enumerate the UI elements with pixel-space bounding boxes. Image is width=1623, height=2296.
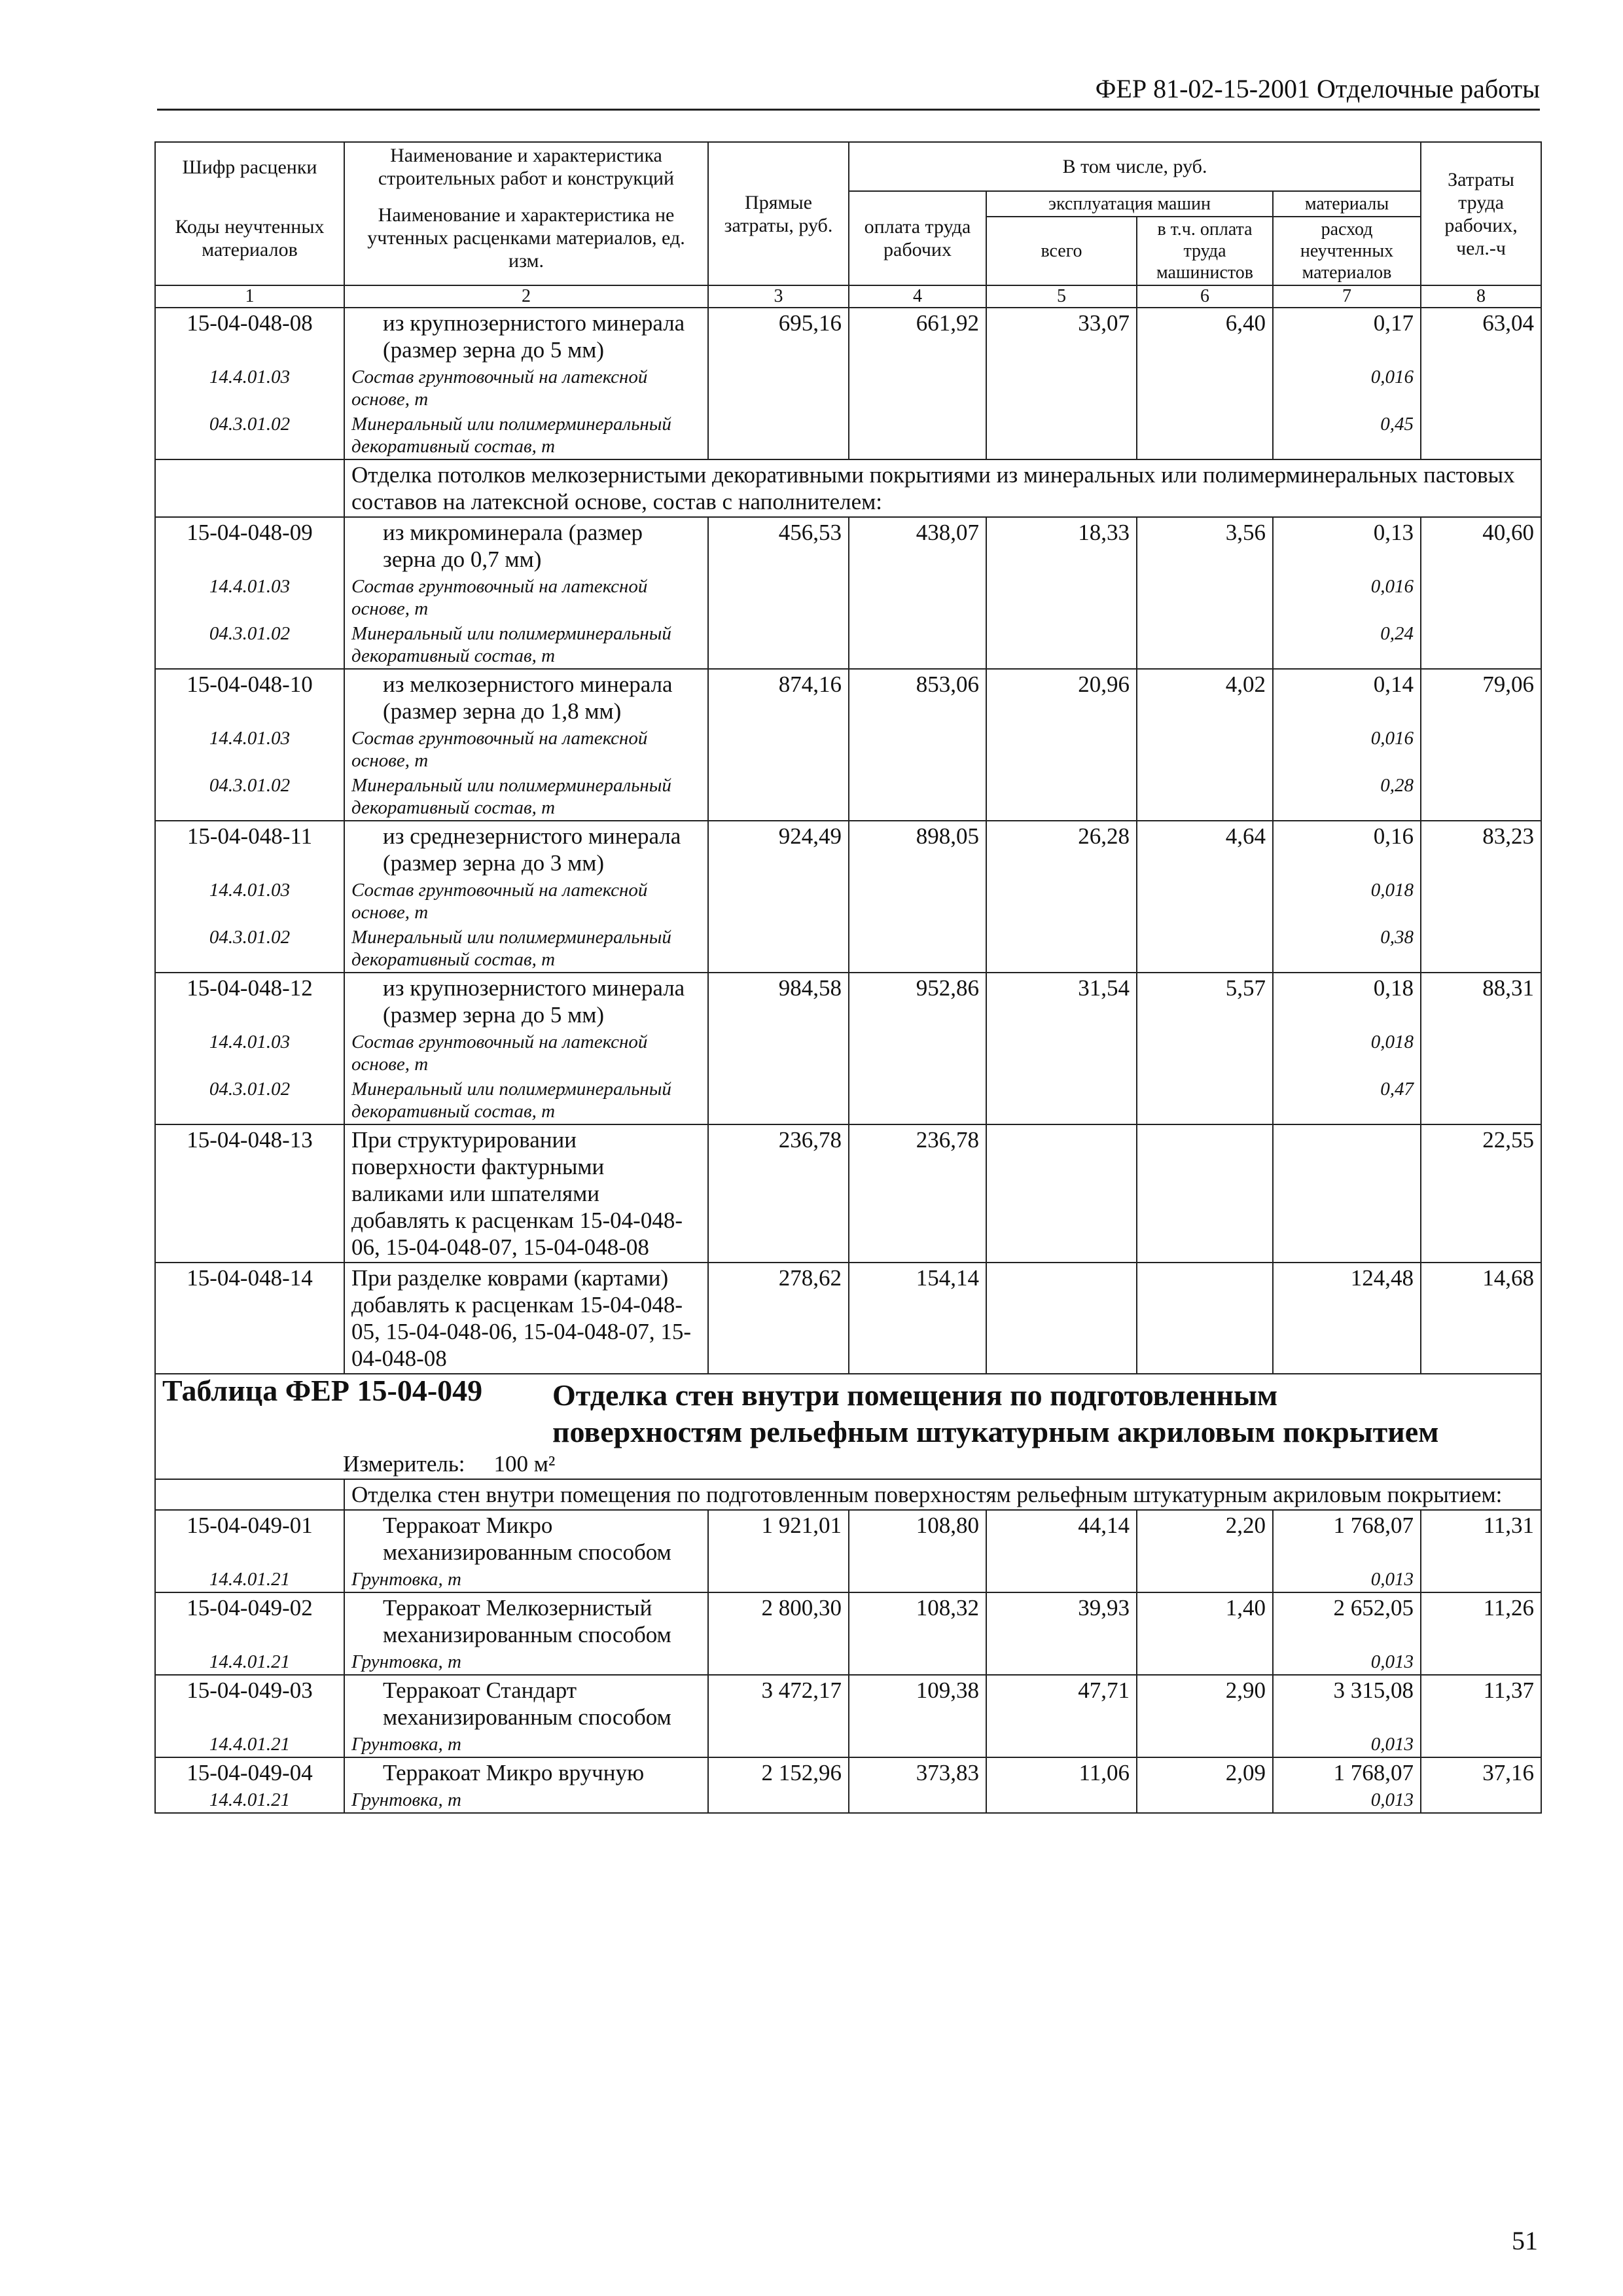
material-qty: 0,45 xyxy=(1273,412,1421,459)
material-row xyxy=(155,1567,1541,1592)
machinist-pay: 4,64 xyxy=(1137,821,1273,878)
material-qty: 0,013 xyxy=(1273,1649,1421,1675)
empty-cell xyxy=(849,878,986,925)
material-qty: 0,24 xyxy=(1273,621,1421,669)
machines-total: 44,14 xyxy=(986,1510,1137,1567)
empty-cell xyxy=(708,365,849,412)
materials-cost: 2 652,05 xyxy=(1273,1592,1421,1649)
labor-hours: 14,68 xyxy=(1421,1263,1541,1374)
work-name: Терракоат Стандарт механизированным способом xyxy=(344,1675,708,1732)
rate-row xyxy=(155,1263,1541,1374)
empty-cell xyxy=(708,621,849,669)
header-row-1 xyxy=(155,142,1541,191)
empty-cell xyxy=(849,1649,986,1675)
material-name: Грунтовка, т xyxy=(344,1649,708,1675)
table-title-row xyxy=(155,1374,1541,1479)
work-name: из крупнозернистого минерала (размер зерна до 5 мм) xyxy=(344,308,708,365)
rate-code: 15-04-049-01 xyxy=(155,1510,344,1567)
material-row xyxy=(155,1732,1541,1757)
direct-cost: 1 921,01 xyxy=(708,1510,849,1567)
empty-cell xyxy=(708,1567,849,1592)
rate-code: 15-04-048-13 xyxy=(155,1124,344,1263)
material-row xyxy=(155,1787,1541,1813)
empty-cell xyxy=(986,621,1137,669)
empty-cell xyxy=(1137,574,1273,621)
labor-pay: 109,38 xyxy=(849,1675,986,1732)
material-name: Минеральный или полимерминеральный декоративный состав, т xyxy=(344,1077,708,1124)
material-row xyxy=(155,773,1541,821)
empty-cell xyxy=(849,726,986,773)
material-name: Минеральный или полимерминеральный декоративный состав, т xyxy=(344,925,708,973)
empty-cell xyxy=(1421,726,1541,773)
rate-row xyxy=(155,669,1541,726)
labor-hours: 83,23 xyxy=(1421,821,1541,878)
labor-hours: 11,37 xyxy=(1421,1675,1541,1732)
column-number: 2 xyxy=(344,285,708,308)
rate-code: 15-04-048-12 xyxy=(155,973,344,1030)
labor-hours: 37,16 xyxy=(1421,1757,1541,1787)
material-row xyxy=(155,574,1541,621)
material-code: 14.4.01.03 xyxy=(155,726,344,773)
table-heading-line-2: поверхностям рельефным штукатурным акриловым покрытием xyxy=(552,1415,1439,1448)
header-incl: В том числе, руб. xyxy=(849,142,1421,191)
empty-cell xyxy=(1137,1077,1273,1124)
table-heading-line-1: Отделка стен внутри помещения по подготовленным xyxy=(552,1378,1278,1412)
labor-hours: 88,31 xyxy=(1421,973,1541,1030)
empty-cell xyxy=(708,1030,849,1077)
material-code: 14.4.01.21 xyxy=(155,1567,344,1592)
empty-cell xyxy=(849,1077,986,1124)
material-name: Состав грунтовочный на латексной основе, т xyxy=(344,878,708,925)
empty-cell xyxy=(849,773,986,821)
empty-cell xyxy=(708,773,849,821)
material-row xyxy=(155,925,1541,973)
column-numbers-row xyxy=(155,285,1541,308)
header-mat-names: Наименование и характеристика не учтенных расценками материалов, ед. изм. xyxy=(344,191,708,285)
empty-cell xyxy=(849,621,986,669)
material-name: Минеральный или полимерминеральный декоративный состав, т xyxy=(344,412,708,459)
rate-row xyxy=(155,517,1541,574)
empty-cell xyxy=(155,1479,344,1510)
empty-cell xyxy=(1137,773,1273,821)
empty-cell xyxy=(986,1732,1137,1757)
unit-line xyxy=(162,1450,1534,1477)
work-name: При разделке коврами (картами) добавлять к расценкам 15-04-048-05, 15-04-048-06, 15-04-048-07, 15-04-048-08 xyxy=(344,1263,708,1374)
machinist-pay: 2,09 xyxy=(1137,1757,1273,1787)
material-code: 14.4.01.21 xyxy=(155,1787,344,1813)
labor-pay: 108,80 xyxy=(849,1510,986,1567)
empty-cell xyxy=(1137,621,1273,669)
materials-cost: 1 768,07 xyxy=(1273,1757,1421,1787)
unit-value: 100 м² xyxy=(493,1451,556,1477)
labor-pay: 373,83 xyxy=(849,1757,986,1787)
section-note xyxy=(155,459,1541,517)
material-code: 04.3.01.02 xyxy=(155,773,344,821)
labor-hours: 63,04 xyxy=(1421,308,1541,365)
empty-cell xyxy=(1137,1787,1273,1813)
empty-cell xyxy=(986,773,1137,821)
labor-pay: 236,78 xyxy=(849,1124,986,1263)
material-name: Грунтовка, т xyxy=(344,1732,708,1757)
rates-table xyxy=(154,141,1542,1814)
materials-cost xyxy=(1273,1124,1421,1263)
header-name: Наименование и характеристика строительных работ и конструкций xyxy=(344,142,708,191)
rate-row xyxy=(155,1510,1541,1567)
material-qty: 0,013 xyxy=(1273,1787,1421,1813)
direct-cost: 456,53 xyxy=(708,517,849,574)
empty-cell xyxy=(849,412,986,459)
rate-code: 15-04-048-09 xyxy=(155,517,344,574)
empty-cell xyxy=(986,1567,1137,1592)
empty-cell xyxy=(986,574,1137,621)
rate-row xyxy=(155,821,1541,878)
empty-cell xyxy=(1137,365,1273,412)
column-number: 8 xyxy=(1421,285,1541,308)
material-row xyxy=(155,878,1541,925)
machinist-pay: 1,40 xyxy=(1137,1592,1273,1649)
rate-code: 15-04-048-10 xyxy=(155,669,344,726)
machinist-pay: 3,56 xyxy=(1137,517,1273,574)
material-name: Состав грунтовочный на латексной основе, т xyxy=(344,1030,708,1077)
empty-cell xyxy=(1421,925,1541,973)
labor-pay: 853,06 xyxy=(849,669,986,726)
header-labor-pay: оплата труда рабочих xyxy=(849,191,986,285)
material-name: Минеральный или полимерминеральный декоративный состав, т xyxy=(344,773,708,821)
empty-cell xyxy=(849,925,986,973)
table-heading xyxy=(552,1377,1438,1450)
material-name: Минеральный или полимерминеральный декоративный состав, т xyxy=(344,621,708,669)
machines-total: 11,06 xyxy=(986,1757,1137,1787)
rate-code: 15-04-049-03 xyxy=(155,1675,344,1732)
material-code: 04.3.01.02 xyxy=(155,412,344,459)
material-row xyxy=(155,1030,1541,1077)
labor-pay: 154,14 xyxy=(849,1263,986,1374)
empty-cell xyxy=(1421,574,1541,621)
empty-cell xyxy=(986,878,1137,925)
machines-total: 26,28 xyxy=(986,821,1137,878)
empty-cell xyxy=(1137,1649,1273,1675)
rate-code: 15-04-048-08 xyxy=(155,308,344,365)
empty-cell xyxy=(986,726,1137,773)
material-code: 14.4.01.03 xyxy=(155,365,344,412)
rate-row xyxy=(155,1592,1541,1649)
materials-cost: 0,18 xyxy=(1273,973,1421,1030)
material-code: 04.3.01.02 xyxy=(155,1077,344,1124)
material-row xyxy=(155,1649,1541,1675)
empty-cell xyxy=(1421,412,1541,459)
header-machinist-pay: в т.ч. оплата труда машинистов xyxy=(1137,217,1273,285)
header-materials: материалы xyxy=(1273,191,1421,217)
empty-cell xyxy=(986,412,1137,459)
materials-cost: 1 768,07 xyxy=(1273,1510,1421,1567)
rate-row xyxy=(155,973,1541,1030)
section-note-text: Отделка потолков мелкозернистыми декоративными покрытиями из минеральных или полимерминеральных пастовых составов на латексной основе, состав с наполнителем: xyxy=(344,459,1541,517)
page-number: 51 xyxy=(1512,2226,1538,2255)
empty-cell xyxy=(849,365,986,412)
empty-cell xyxy=(1137,925,1273,973)
empty-cell xyxy=(1421,773,1541,821)
machines-total: 31,54 xyxy=(986,973,1137,1030)
table-label: Таблица ФЕР 15-04-049 xyxy=(162,1374,483,1407)
empty-cell xyxy=(708,574,849,621)
rate-row xyxy=(155,1757,1541,1787)
header-code: Шифр расценки xyxy=(155,142,344,191)
empty-cell xyxy=(986,1077,1137,1124)
empty-cell xyxy=(1421,621,1541,669)
machinist-pay: 6,40 xyxy=(1137,308,1273,365)
empty-cell xyxy=(1137,412,1273,459)
direct-cost: 2 800,30 xyxy=(708,1592,849,1649)
empty-cell xyxy=(986,365,1137,412)
material-row xyxy=(155,365,1541,412)
material-code: 14.4.01.21 xyxy=(155,1732,344,1757)
labor-hours: 22,55 xyxy=(1421,1124,1541,1263)
empty-cell xyxy=(1421,1030,1541,1077)
labor-pay: 108,32 xyxy=(849,1592,986,1649)
material-name: Состав грунтовочный на латексной основе, т xyxy=(344,365,708,412)
empty-cell xyxy=(708,925,849,973)
material-qty: 0,013 xyxy=(1273,1732,1421,1757)
labor-hours: 79,06 xyxy=(1421,669,1541,726)
empty-cell xyxy=(708,1787,849,1813)
machines-total: 20,96 xyxy=(986,669,1137,726)
direct-cost: 278,62 xyxy=(708,1263,849,1374)
work-name: Терракоат Мелкозернистый механизированным способом xyxy=(344,1592,708,1649)
column-number: 3 xyxy=(708,285,849,308)
materials-cost: 0,17 xyxy=(1273,308,1421,365)
header-mat-usage: расход неучтенных материалов xyxy=(1273,217,1421,285)
work-name: из мелкозернистого минерала (размер зерна до 1,8 мм) xyxy=(344,669,708,726)
empty-cell xyxy=(1421,878,1541,925)
material-code: 14.4.01.03 xyxy=(155,878,344,925)
empty-cell xyxy=(1421,1567,1541,1592)
empty-cell xyxy=(1421,1787,1541,1813)
material-qty: 0,016 xyxy=(1273,574,1421,621)
section-note xyxy=(155,1479,1541,1510)
empty-cell xyxy=(986,1787,1137,1813)
rate-row xyxy=(155,1675,1541,1732)
material-qty: 0,47 xyxy=(1273,1077,1421,1124)
empty-cell xyxy=(708,1732,849,1757)
labor-hours: 11,26 xyxy=(1421,1592,1541,1649)
labor-pay: 898,05 xyxy=(849,821,986,878)
empty-cell xyxy=(986,925,1137,973)
machines-total xyxy=(986,1263,1137,1374)
material-code: 14.4.01.03 xyxy=(155,1030,344,1077)
column-number: 5 xyxy=(986,285,1137,308)
machinist-pay xyxy=(1137,1124,1273,1263)
rate-row xyxy=(155,1124,1541,1263)
empty-cell xyxy=(1137,878,1273,925)
work-name: Терракоат Микро вручную xyxy=(344,1757,708,1787)
labor-pay: 661,92 xyxy=(849,308,986,365)
material-row xyxy=(155,726,1541,773)
unit-label: Измеритель: xyxy=(343,1451,465,1477)
material-name: Грунтовка, т xyxy=(344,1567,708,1592)
machines-total xyxy=(986,1124,1137,1263)
material-code: 04.3.01.02 xyxy=(155,621,344,669)
empty-cell xyxy=(1137,726,1273,773)
materials-cost: 0,16 xyxy=(1273,821,1421,878)
empty-cell xyxy=(1421,1649,1541,1675)
rate-code: 15-04-049-04 xyxy=(155,1757,344,1787)
header-mat-codes: Коды неучтенных материалов xyxy=(155,191,344,285)
material-name: Грунтовка, т xyxy=(344,1787,708,1813)
material-row xyxy=(155,1077,1541,1124)
material-name: Состав грунтовочный на латексной основе, т xyxy=(344,726,708,773)
material-row xyxy=(155,621,1541,669)
empty-cell xyxy=(849,1030,986,1077)
running-header: ФЕР 81-02-15-2001 Отделочные работы xyxy=(1095,74,1540,103)
material-qty: 0,016 xyxy=(1273,365,1421,412)
direct-cost: 874,16 xyxy=(708,669,849,726)
materials-cost: 124,48 xyxy=(1273,1263,1421,1374)
materials-cost: 0,13 xyxy=(1273,517,1421,574)
header-machines: эксплуатация машин xyxy=(986,191,1273,217)
machinist-pay: 4,02 xyxy=(1137,669,1273,726)
direct-cost: 3 472,17 xyxy=(708,1675,849,1732)
material-code: 04.3.01.02 xyxy=(155,925,344,973)
empty-cell xyxy=(849,1567,986,1592)
machinist-pay: 2,20 xyxy=(1137,1510,1273,1567)
work-name: Терракоат Микро механизированным способом xyxy=(344,1510,708,1567)
material-qty: 0,018 xyxy=(1273,878,1421,925)
direct-cost: 984,58 xyxy=(708,973,849,1030)
machinist-pay xyxy=(1137,1263,1273,1374)
labor-pay: 438,07 xyxy=(849,517,986,574)
rate-code: 15-04-048-14 xyxy=(155,1263,344,1374)
empty-cell xyxy=(155,459,344,517)
machinist-pay: 2,90 xyxy=(1137,1675,1273,1732)
empty-cell xyxy=(708,878,849,925)
empty-cell xyxy=(708,1649,849,1675)
empty-cell xyxy=(708,726,849,773)
machines-total: 47,71 xyxy=(986,1675,1137,1732)
material-qty: 0,013 xyxy=(1273,1567,1421,1592)
empty-cell xyxy=(1421,1732,1541,1757)
header-rule xyxy=(157,109,1540,111)
column-number: 1 xyxy=(155,285,344,308)
rate-code: 15-04-048-11 xyxy=(155,821,344,878)
empty-cell xyxy=(1421,1077,1541,1124)
machinist-pay: 5,57 xyxy=(1137,973,1273,1030)
empty-cell xyxy=(849,1732,986,1757)
empty-cell xyxy=(1137,1732,1273,1757)
material-name: Состав грунтовочный на латексной основе, т xyxy=(344,574,708,621)
empty-cell xyxy=(986,1649,1137,1675)
empty-cell xyxy=(986,1030,1137,1077)
material-row xyxy=(155,412,1541,459)
empty-cell xyxy=(708,412,849,459)
work-name: из среднезернистого минерала (размер зерна до 3 мм) xyxy=(344,821,708,878)
empty-cell xyxy=(849,574,986,621)
material-qty: 0,28 xyxy=(1273,773,1421,821)
empty-cell xyxy=(708,1077,849,1124)
labor-hours: 40,60 xyxy=(1421,517,1541,574)
work-name: из микроминерала (размер зерна до 0,7 мм) xyxy=(344,517,708,574)
direct-cost: 695,16 xyxy=(708,308,849,365)
material-code: 14.4.01.21 xyxy=(155,1649,344,1675)
materials-cost: 3 315,08 xyxy=(1273,1675,1421,1732)
machines-total: 33,07 xyxy=(986,308,1137,365)
header-machines-total: всего xyxy=(986,217,1137,285)
rate-row xyxy=(155,308,1541,365)
material-code: 14.4.01.03 xyxy=(155,574,344,621)
work-name: При структурировании поверхности фактурными валиками или шпателями добавлять к расценкам 15-04-048-06, 15-04-048-07, 15-04-048-08 xyxy=(344,1124,708,1263)
rate-code: 15-04-049-02 xyxy=(155,1592,344,1649)
empty-cell xyxy=(1137,1567,1273,1592)
labor-pay: 952,86 xyxy=(849,973,986,1030)
header-row-2 xyxy=(155,191,1541,217)
section-note-text: Отделка стен внутри помещения по подготовленным поверхностям рельефным штукатурным акриловым покрытием: xyxy=(344,1479,1541,1510)
empty-cell xyxy=(1137,1030,1273,1077)
empty-cell xyxy=(1421,365,1541,412)
header-direct: Прямые затраты, руб. xyxy=(708,142,849,285)
column-number: 4 xyxy=(849,285,986,308)
empty-cell xyxy=(849,1787,986,1813)
material-qty: 0,018 xyxy=(1273,1030,1421,1077)
direct-cost: 236,78 xyxy=(708,1124,849,1263)
header-labor-cost: Затраты труда рабочих, чел.-ч xyxy=(1421,142,1541,285)
direct-cost: 2 152,96 xyxy=(708,1757,849,1787)
labor-hours: 11,31 xyxy=(1421,1510,1541,1567)
column-number: 6 xyxy=(1137,285,1273,308)
column-number: 7 xyxy=(1273,285,1421,308)
material-qty: 0,38 xyxy=(1273,925,1421,973)
machines-total: 39,93 xyxy=(986,1592,1137,1649)
materials-cost: 0,14 xyxy=(1273,669,1421,726)
material-qty: 0,016 xyxy=(1273,726,1421,773)
direct-cost: 924,49 xyxy=(708,821,849,878)
machines-total: 18,33 xyxy=(986,517,1137,574)
work-name: из крупнозернистого минерала (размер зерна до 5 мм) xyxy=(344,973,708,1030)
table-title xyxy=(155,1374,1541,1479)
